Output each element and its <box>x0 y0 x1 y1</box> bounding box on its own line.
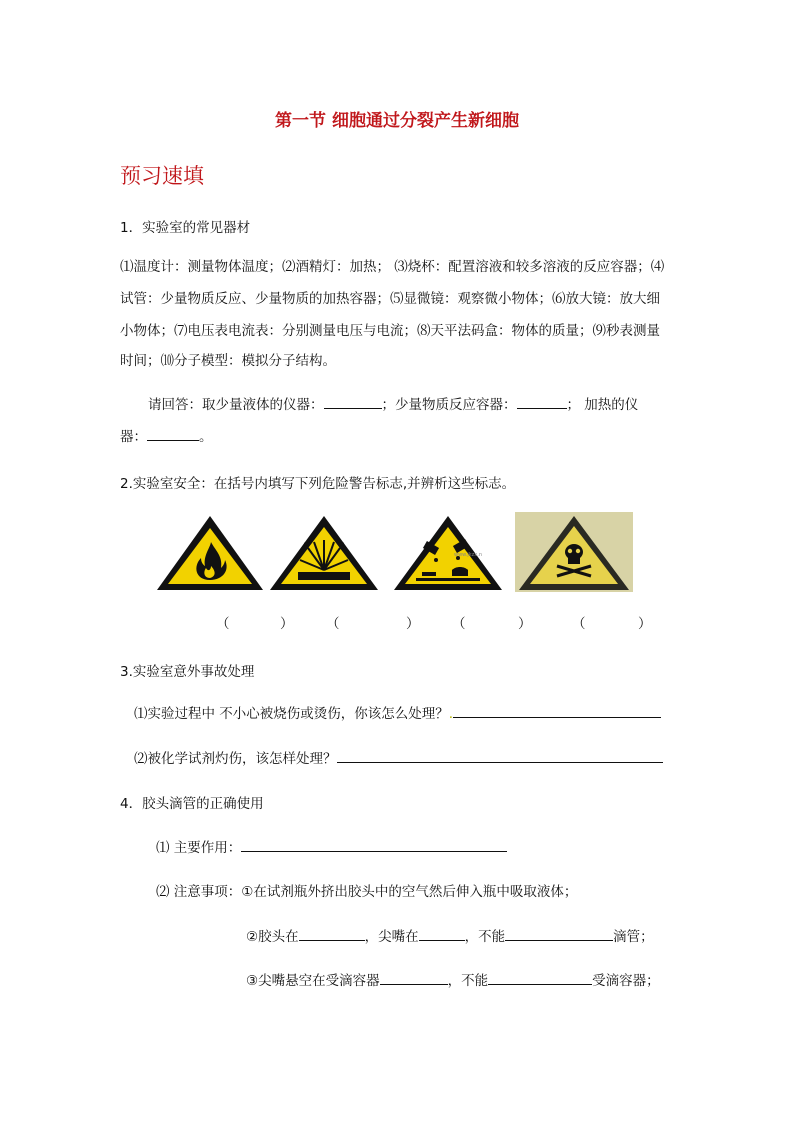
q1-answer-line-2 <box>120 422 213 453</box>
q1-ask-c: ； 加热的仪 <box>566 397 639 413</box>
q1-ask-a: 请回答：取少量液体的仪器： <box>148 397 324 413</box>
q4-b-text-2: ，尖嘴在 <box>364 929 419 945</box>
q4-item-2-c <box>246 969 660 989</box>
container-action-blank[interactable] <box>488 970 592 985</box>
q1-line-1: ⑴温度计：测量物体温度；⑵酒精灯：加热； ⑶烧杯：配置溶液和较多溶液的反应容器；⑷ <box>120 259 665 275</box>
tip-position-blank[interactable] <box>419 926 465 941</box>
q4-b-text-1: ②胶头在 <box>246 929 299 945</box>
dropper-action-blank[interactable] <box>505 926 613 941</box>
q4-item-1 <box>156 836 507 856</box>
q4-item-2-b <box>246 925 654 945</box>
q1-ask-e: 。 <box>199 429 213 445</box>
bulb-position-blank[interactable] <box>299 926 365 941</box>
sign-watermark: www.jkzx.n <box>454 552 483 558</box>
main-function-blank[interactable] <box>241 837 507 852</box>
paren-open-2: （ <box>326 616 340 632</box>
q3-item-1 <box>134 702 661 722</box>
q4-c-text-2: ，不能 <box>447 973 489 989</box>
hang-position-blank[interactable] <box>380 970 448 985</box>
liquid-instrument-blank[interactable] <box>324 394 382 409</box>
section-heading: 预习速填 <box>120 164 204 188</box>
paren-open-1: （ <box>216 616 230 632</box>
q1-line-2: 试管：少量物质反应、少量物质的加热容器；⑸显微镜：观察微小物体；⑹放大镜：放大细 <box>120 291 660 307</box>
q1-ask-d: 器： <box>120 429 147 445</box>
q1-heading: 1．实验室的常见器材 <box>120 220 251 236</box>
q3-item-2-text: ⑵被化学试剂灼伤，该怎样处理？ <box>134 751 337 767</box>
toxic-sign-icon <box>515 512 633 592</box>
q4-b-text-4: 滴管； <box>613 929 654 945</box>
page-title: 第一节 细胞通过分裂产生新细胞 <box>275 111 519 131</box>
q4-b-text-3: ，不能 <box>464 929 506 945</box>
q4-heading: 4．胶头滴管的正确使用 <box>120 796 264 812</box>
paren-close-3: ） <box>518 616 532 632</box>
paren-close-2: ） <box>406 616 420 632</box>
paren-close-1: ） <box>280 616 294 632</box>
paren-open-3: （ <box>452 616 466 632</box>
q4-item-2: ⑵ 注意事项：①在试剂瓶外挤出胶头中的空气然后伸入瓶中吸取液体； <box>156 884 578 900</box>
q4-c-text-1: ③尖嘴悬空在受滴容器 <box>246 973 380 989</box>
q1-line-4: 时间；⑽分子模型：模拟分子结构。 <box>120 353 336 369</box>
q4-c-text-3: 受滴容器； <box>592 973 660 989</box>
q1-line-3: 小物体；⑺电压表电流表：分别测量电压与电流；⑻天平法码盒：物体的质量；⑼秒表测量 <box>120 323 660 339</box>
explosive-sign-icon <box>268 514 380 592</box>
q3-item-2 <box>134 747 663 767</box>
reaction-container-blank[interactable] <box>517 394 567 409</box>
q1-ask-b: ；少量物质反应容器： <box>381 397 517 413</box>
paren-open-4: （ <box>572 616 586 632</box>
chemical-burn-blank[interactable] <box>337 748 663 763</box>
paren-close-4: ） <box>638 616 652 632</box>
q3-heading: 3.实验室意外事故处理 <box>120 664 255 680</box>
q1-answer-line <box>148 390 638 421</box>
q2-heading: 2.实验室安全：在括号内填写下列危险警告标志,并辨析这些标志。 <box>120 476 516 492</box>
q4-item-1-text: ⑴ 主要作用： <box>156 840 242 856</box>
q3-item-1-dot: . <box>448 706 454 722</box>
corrosive-sign-icon <box>392 514 504 592</box>
burn-treatment-blank[interactable] <box>453 703 661 718</box>
q3-item-1-text: ⑴实验过程中 不小心被烧伤或烫伤，你该怎么处理？ <box>134 706 449 722</box>
heating-instrument-blank[interactable] <box>147 426 199 441</box>
flammable-sign-icon <box>155 514 265 592</box>
